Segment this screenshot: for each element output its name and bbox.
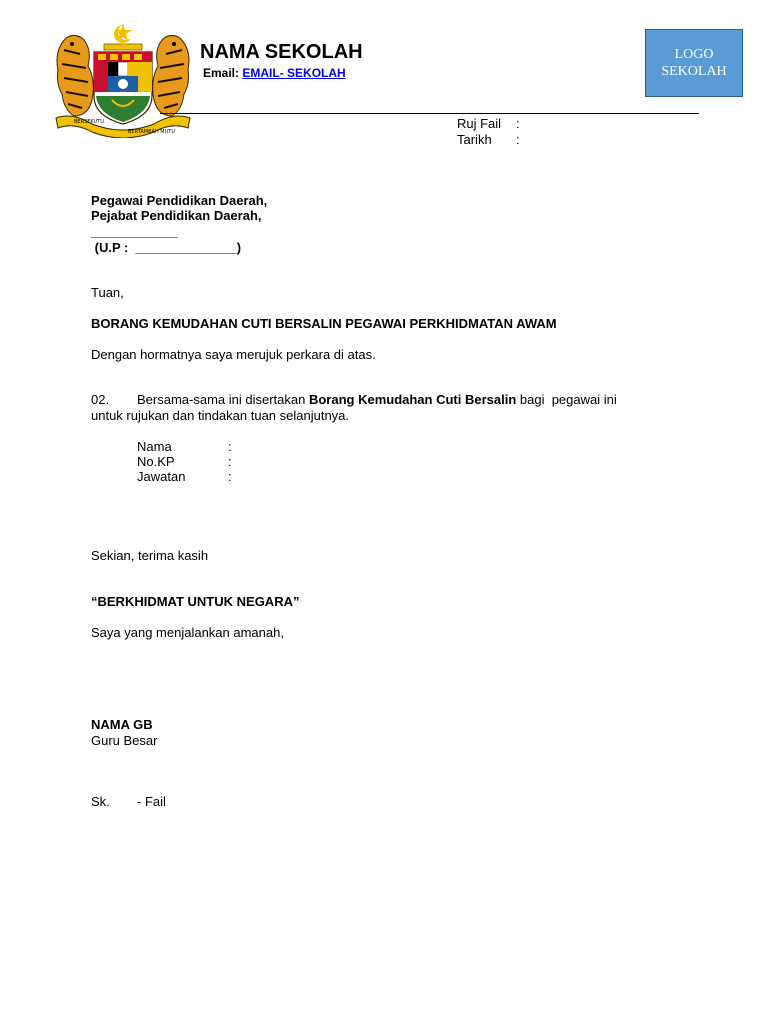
email-link[interactable]: EMAIL- SEKOLAH <box>242 66 346 80</box>
logo-line-2: SEKOLAH <box>661 64 727 79</box>
subject: BORANG KEMUDAHAN CUTI BERSALIN PEGAWAI PERKHIDMATAN AWAM <box>91 316 557 331</box>
field-label: Jawatan <box>137 469 186 484</box>
para-text-c: untuk rujukan dan tindakan tuan selanjutnya. <box>91 408 350 423</box>
closing-line: Sekian, terima kasih <box>91 548 209 563</box>
signatory-name: NAMA GB <box>91 717 153 732</box>
para-text-bold: Borang Kemudahan Cuti Bersalin <box>308 392 517 407</box>
field-sep: : <box>228 454 232 469</box>
field-nama <box>137 439 232 454</box>
crest-ribbon-right: BERTAMBAH MUTU <box>128 129 175 135</box>
ruj-sep: : <box>516 116 520 131</box>
cc-label: Sk. <box>91 794 110 809</box>
trust-line: Saya yang menjalankan amanah, <box>91 625 284 640</box>
para-number: 02. <box>91 392 110 407</box>
motto: “BERKHIDMAT UNTUK NEGARA” <box>91 594 300 609</box>
field-nokp <box>137 454 232 469</box>
ruj-label: Ruj Fail <box>457 116 502 131</box>
email-label: Email: <box>203 66 240 80</box>
tarikh-label: Tarikh <box>457 132 492 147</box>
recipient-line-2: Pejabat Pendidikan Daerah, <box>91 208 262 223</box>
signatory-title: Guru Besar <box>91 733 158 748</box>
recipient-line-1: Pegawai Pendidikan Daerah, <box>91 193 268 208</box>
email-line <box>203 66 346 80</box>
recipient-line-3: ____________ <box>91 224 178 239</box>
para-text-b: bagi pegawai ini <box>516 392 617 407</box>
field-sep: : <box>228 469 232 484</box>
school-name: NAMA SEKOLAH <box>200 41 363 63</box>
logo-line-1: LOGO <box>674 47 714 62</box>
coat-of-arms-icon <box>52 20 194 138</box>
field-label: Nama <box>137 439 172 454</box>
school-logo-placeholder <box>645 29 743 97</box>
cc-value: - Fail <box>137 794 166 809</box>
field-sep: : <box>228 439 232 454</box>
recipient-line-4: (U.P : ______________) <box>91 240 242 255</box>
cc-line <box>91 794 166 809</box>
crest-ribbon-left: BERSEKUTU <box>74 119 104 125</box>
paragraph-02 <box>91 392 691 424</box>
tarikh-sep: : <box>516 132 520 147</box>
field-label: No.KP <box>137 454 175 469</box>
field-jawatan <box>137 469 232 484</box>
header-divider <box>160 113 699 114</box>
salutation: Tuan, <box>91 285 124 300</box>
opening-line: Dengan hormatnya saya merujuk perkara di atas. <box>91 347 376 362</box>
para-text-a: Bersama-sama ini disertakan <box>137 392 309 407</box>
reference-ruj <box>457 116 520 131</box>
reference-tarikh <box>457 132 520 147</box>
